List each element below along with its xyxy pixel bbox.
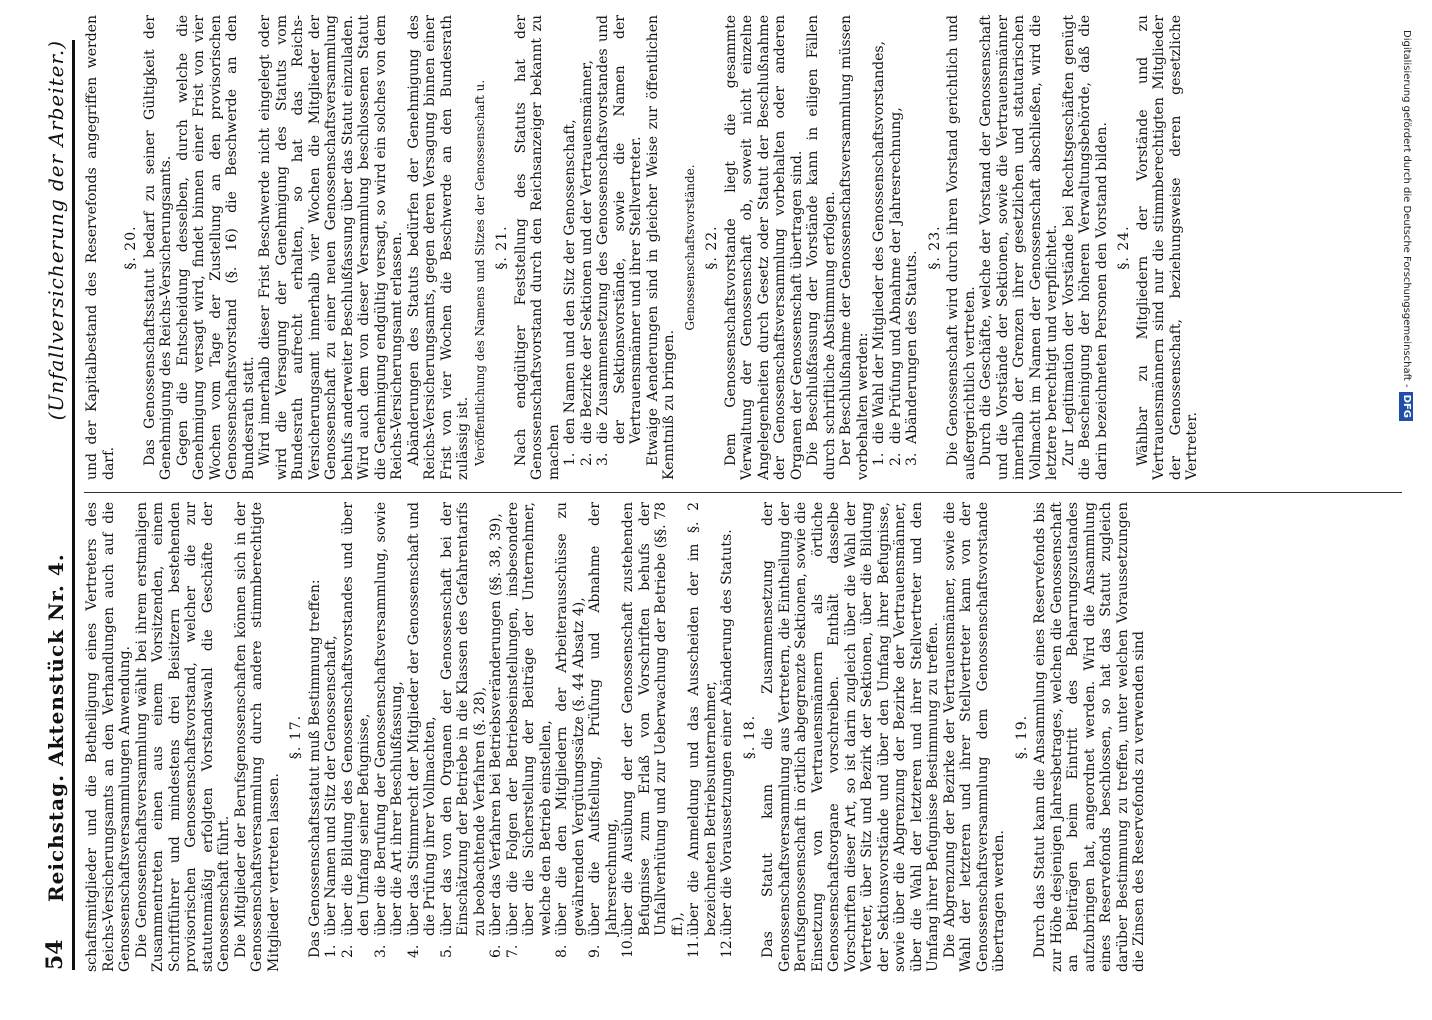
list-number: 12. xyxy=(719,935,735,958)
list-number: 6. xyxy=(488,944,504,958)
paragraph: schaftsmitglieder und die Betheiligung eines Vertreters des Reichs-Versicherungsamts an den Verhandlungen auch auf die Genossenschaftsversammlungen Anwendung. xyxy=(84,502,133,972)
list-item xyxy=(323,502,340,972)
list-number: 7. xyxy=(504,944,521,958)
paragraph: Nach endgültiger Feststellung des Statuts hat der Genossenschaftsvorstand durch den Reichsanzeiger bekannt zu machen xyxy=(512,15,562,480)
list-item xyxy=(686,502,719,972)
paragraph: Durch das Statut kann die Ansammlung eines Reservefonds bis zur Höhe desjenigen Jahresbetrages, welchen die Genossenschaft an Beiträgen beim Eintritt des Beharrungszustandes aufzubringen hat, angeordnet werden. Wird die Ansammlung eines Reservefonds beschlossen, so hat das Statut zugleich darüber Bestimmung zu treffen, unter welchen Voraussetzungen die Zinsen des Reservefonds zu verwenden sind xyxy=(1032,502,1147,972)
list-text: über die Anmeldung und das Ausscheiden der im §. 2 bezeichneten Betriebsunternehmer, xyxy=(686,502,719,936)
list-number: 3. xyxy=(595,452,611,466)
list-number: 1. xyxy=(562,452,578,466)
list-text: über die Folgen der Betriebseinstellungen, insbesondere über die Sicherstellung der Beiträge der Unternehmer, welche den Betrieb einstellen, xyxy=(504,502,554,936)
list-item xyxy=(579,15,596,480)
page-number: 54 xyxy=(42,939,68,970)
section-heading-23: §. 23. xyxy=(926,225,943,270)
paragraph: Durch die Geschäfte, welche der Vorstand der Genossenschaft und die Vorstände der Sektionen, sowie die Vertrauensmänner innerhalb der Grenzen ihrer gesetzlichen und statutarischen Vollmacht im Namen der Genossenschaft abschließen, wird die letztere berechtigt und verpflichtet. xyxy=(978,15,1060,480)
list-number: 2. xyxy=(578,452,595,466)
list-item xyxy=(505,502,555,972)
paragraph: Das Genossenschaftsstatut muß Bestimmung treffen: xyxy=(306,579,323,958)
list-text: über das Verfahren bei Betriebsveränderungen (§§. 38, 39), xyxy=(488,513,504,936)
list-number: 1. xyxy=(323,944,339,958)
list-item xyxy=(340,502,373,972)
list-number: 2. xyxy=(887,452,904,466)
paragraph: Die Beschlußfassung der Vorstände kann in eiligen Fällen durch schriftliche Abstimmung erfolgen. xyxy=(805,15,838,480)
list-number: 4. xyxy=(405,944,422,958)
paragraph: Das Genossenschaftsstatut bedarf zu seiner Gültigkeit der Genehmigung des Reichs-Versicherungsamts. xyxy=(141,15,174,480)
list-text: über die Voraussetzungen einer Abänderung des Statuts. xyxy=(719,529,735,936)
list-item xyxy=(373,502,406,972)
digitization-credit xyxy=(1399,0,1417,1000)
list-number: 1. xyxy=(871,452,887,466)
list-item xyxy=(439,502,489,972)
paragraph: Der Beschlußnahme der Genossenschaftsversammlung müssen vorbehalten werden: xyxy=(838,15,871,480)
list-item xyxy=(904,15,921,480)
section-17-list xyxy=(323,502,736,972)
list-text: über die Bildung des Genossenschaftsvorstandes und über den Umfang seiner Befugnisse, xyxy=(339,502,372,936)
margin-note: Genossenschaftsvorstände. xyxy=(682,164,697,331)
header-subject: (Unfallversicherung der Arbeiter.) xyxy=(44,40,68,421)
list-text: über die Ausübung der der Genossenschaft zustehenden Befugnisse zum Erlaß von Vorschriften behufs der Unfallverhütung und zur Ueberwachung der Betriebe (§§. 78 ff.), xyxy=(620,502,686,936)
list-item xyxy=(488,502,505,972)
list-text: die Prüfung und Abnahme der Jahresrechnung, xyxy=(887,107,904,444)
paragraph: Zur Legitimation der Vorstände bei Rechtsgeschäften genügt die Bescheinigung der höheren Verwaltungsbehörde, daß die darin bezeichneten Personen den Vorstand bilden. xyxy=(1060,15,1110,480)
list-text: den Namen und den Sitz der Genossenschaft, xyxy=(562,119,578,444)
section-21-list xyxy=(562,15,645,480)
list-item xyxy=(719,502,736,972)
list-number: 2. xyxy=(339,944,356,958)
paragraph: Die Genossenschaftsversammlung wählt bei ihrem erstmaligen Zusammentreten einen aus einem Vorsitzenden, einem Schriftführer und mindestens drei Beisitzern bestehenden provisorischen Genossenschaftsvorstand, welcher die zur statutenmäßig erfolgten Vorstandswahl die Geschäfte der Genossenschaft führt. xyxy=(133,502,232,972)
section-heading-17: §. 17. xyxy=(288,714,304,760)
paragraph: Etwaige Aenderungen sind in gleicher Weise zur öffentlichen Kenntniß zu bringen. xyxy=(644,15,677,480)
dfg-logo: DFG xyxy=(1399,392,1413,421)
list-text: über die Aufstellung, Prüfung und Abnahme der Jahresrechnung, xyxy=(587,502,620,936)
list-item xyxy=(595,15,645,480)
margin-note: Veröffentlichung des Namens und Sitzes der Genossenschaft u. xyxy=(472,79,487,466)
list-text: die Wahl der Mitglieder des Genossenschaftsvorstandes, xyxy=(871,41,887,444)
column-divider xyxy=(84,492,1402,493)
list-item xyxy=(562,15,579,480)
list-text: über die den Mitgliedern der Arbeiterausschüsse zu gewährenden Vergütungssätze (§. 44 Absatz 4), xyxy=(554,502,587,936)
list-number: 11. xyxy=(686,935,702,958)
paragraph: Die Genossenschaft wird durch ihren Vorstand gerichtlich und außergerichtlich vertreten. xyxy=(945,15,978,480)
section-heading-19: §. 19. xyxy=(1013,714,1030,760)
list-item xyxy=(406,502,439,972)
credit-text: Digitalisierung gefördert durch die Deutsche Forschungsgemeinschaft - xyxy=(1401,30,1412,388)
paragraph: Wählbar zu Mitgliedern der Vorstände und zu Vertrauensmännern sind nur die stimmberechtigten Mitglieder der Genossenschaft, beziehungsweise deren gesetzliche Vertreter. xyxy=(1134,15,1200,480)
list-number: 3. xyxy=(904,452,920,466)
list-number: 10. xyxy=(620,935,636,958)
paragraph: Dem Genossenschaftsvorstande liegt die gesammte Verwaltung der Genossenschaft ob, soweit nicht einzelne Angelegenheiten durch Gesetz oder Statut der Beschlußnahme der Genossenschaftsversammlung vorbehalten oder anderen Organen der Genossenschaft übertragen sind. xyxy=(722,15,805,480)
list-item xyxy=(554,502,587,972)
section-heading-22: §. 22. xyxy=(704,225,720,270)
paragraph: Gegen die Entscheidung desselben, durch welche die Genehmigung versagt wird, findet binnen einer Frist von vier Wochen vom Tage der Zustellung an den provisorischen Genossenschaftsvorstand (§. 16) die Beschwerde an den Bundesrath statt. xyxy=(174,15,257,480)
paragraph: Abänderungen des Statuts bedürfen der Genehmigung des Reichs-Versicherungsamts, gegen deren Versagung binnen einer Frist von vier Wochen die Beschwerde an den Bundesrath zulässig ist. xyxy=(405,15,471,480)
left-column xyxy=(84,502,1424,972)
list-number: 3. xyxy=(372,944,389,958)
list-item xyxy=(587,502,620,972)
section-heading-20: §. 20. xyxy=(123,225,139,270)
section-heading-18: §. 18. xyxy=(741,714,758,760)
list-text: über Namen und Sitz der Genossenschaft, xyxy=(323,635,339,936)
list-item xyxy=(871,15,888,480)
paragraph: Die Mitglieder der Berufsgenossenschaften können sich in der Genossenschaftsversammlung durch andere stimmberechtigte Mitglieder vertreten lassen. xyxy=(232,502,282,972)
section-22-list xyxy=(871,15,921,480)
list-text: über das Stimmrecht der Mitglieder der Genossenschaft und die Prüfung ihrer Vollmachten, xyxy=(405,502,438,936)
right-column xyxy=(84,15,1424,480)
section-heading-21: §. 21. xyxy=(494,225,510,270)
list-text: die Zusammensetzung des Genossenschaftsvorstandes und der Sektionsvorstände, sowie die Namen der Vertrauensmänner und ihrer Stellvertreter. xyxy=(595,15,644,444)
header-rule xyxy=(72,40,75,970)
list-item xyxy=(888,15,905,480)
paragraph: Das Statut kann die Zusammensetzung der Genossenschaftsversammlung aus Vertretern, die Eintheilung der Berufsgenossenschaft in örtlich abgegrenzte Sektionen, sowie die Einsetzung von Vertrauensmännern als örtliche Genossenschaftsorgane vorschreiben. Enthält dasselbe Vorschriften dieser Art, so ist darin zugleich über die Wahl der Vertreter, über Sitz und Bezirk der Sektionen, über die Bildung der Sektionsvorstände und über den Umfang ihrer Befugnisse, sowie über die Abgrenzung der Bezirke der Vertrauensmänner, über die Wahl der letzteren und ihrer Stellvertreter und den Umfang ihrer Befugnisse Bestimmung zu treffen. xyxy=(760,502,941,972)
paragraph: Die Abgrenzung der Bezirke der Vertrauensmänner, sowie die Wahl der letzteren und ihrer Stellvertreter kann von der Genossenschaftsversammlung dem Genossenschaftsvorstande übertragen werden. xyxy=(941,502,1007,972)
list-number: 8. xyxy=(554,944,570,958)
list-text: über die Berufung der Genossenschaftsversammlung, sowie über die Art ihrer Beschlußfassung, xyxy=(372,502,405,936)
credit-line xyxy=(1397,30,1415,1020)
section-heading-24: §. 24. xyxy=(1116,225,1132,270)
list-number: 5. xyxy=(438,944,455,958)
running-header xyxy=(42,40,68,970)
paragraph: und der Kapitalbestand des Reservefonds angegriffen werden darf. xyxy=(84,15,117,480)
paragraph: Wird innerhalb dieser Frist Beschwerde nicht eingelegt oder wird die Versagung der Genehmigung des Statuts vom Bundesrath aufrecht erhalten, so hat das Reichs-Versicherungsamt innerhalb vier Wochen die Mitglieder der Genossenschaft zu einer neuen Genossenschaftsversammlung behufs anderweiter Beschlußfassung über das Statut einzuladen. Wird auch dem von dieser Versammlung beschlossenen Statut die Genehmigung endgültig versagt, so wird ein solches von dem Reichs-Versicherungsamt erlassen. xyxy=(257,15,405,480)
list-text: über das von den Organen der Genossenschaft bei der Einschätzung der Betriebe in die Klassen des Gefahrentarifs zu beobachtende Verfahren (§. 28), xyxy=(438,502,488,936)
list-item xyxy=(620,502,686,972)
list-number: 9. xyxy=(587,944,603,958)
header-title: Reichstag. Aktenstück Nr. 4. xyxy=(44,553,68,902)
list-text: Abänderungen des Statuts. xyxy=(904,250,920,444)
list-text: die Bezirke der Sektionen und der Vertrauensmänner, xyxy=(578,60,595,444)
